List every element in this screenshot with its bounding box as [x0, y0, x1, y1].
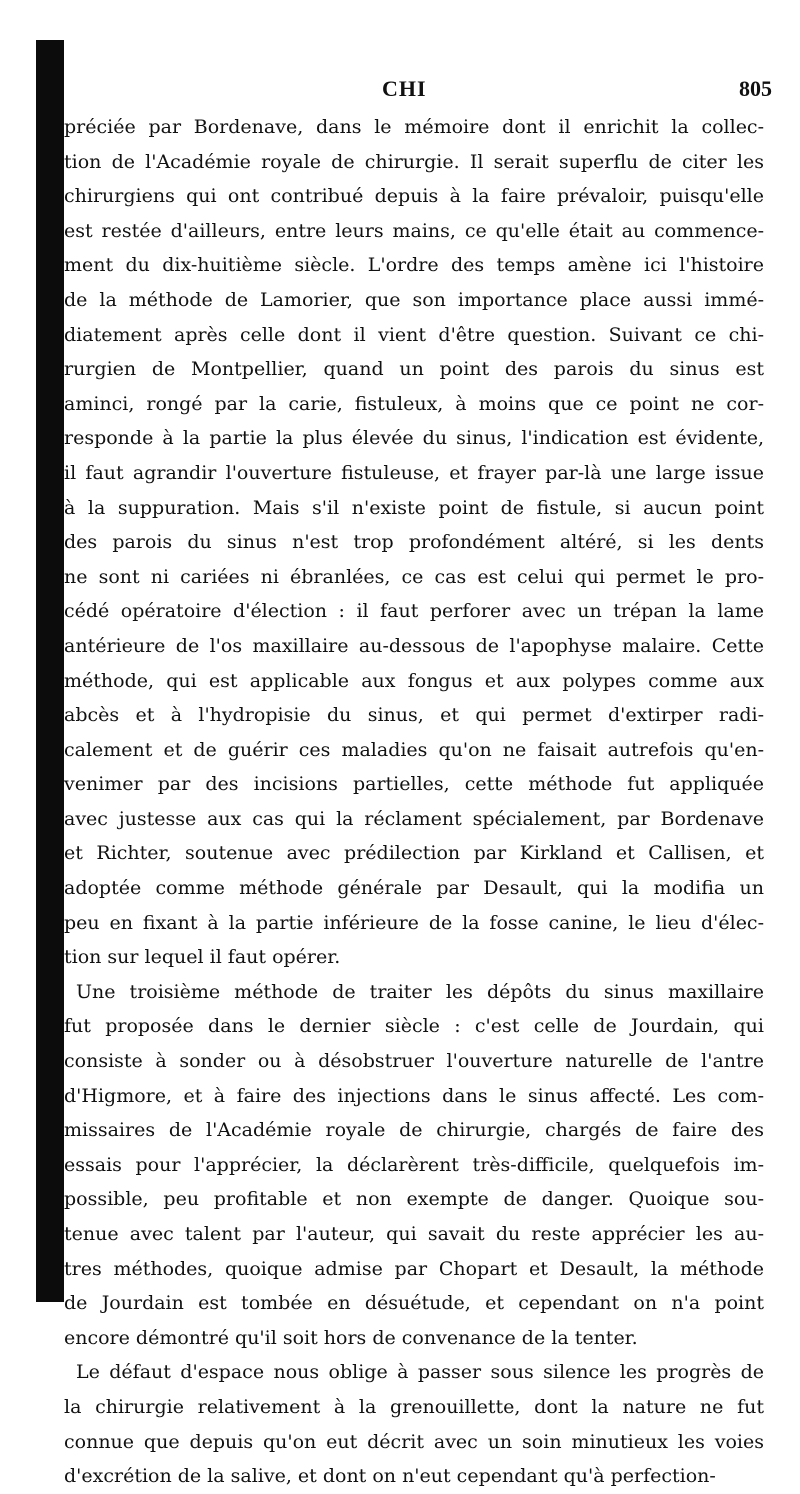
body-text — [64, 110, 764, 1494]
book-page — [64, 70, 772, 1494]
page-number: 805 — [739, 76, 772, 101]
text-line: est restée d'ailleurs, entre leurs mains, ce qu'elle était au commence- — [64, 219, 764, 242]
text-line: à la suppuration. Mais s'il n'existe point de fistule, si aucun point — [64, 496, 764, 519]
text-line: responde à la partie la plus élevée du sinus, l'indication est évidente, — [64, 427, 764, 450]
text-line: antérieure de l'os maxillaire au-dessous de l'apophyse malaire. Cette — [64, 634, 764, 657]
text-line: tenue avec talent par l'auteur, qui savait du reste apprécier les au- — [64, 1223, 764, 1245]
text-line: possible, peu profitable et non exempte de danger. Quoique sou- — [64, 1188, 764, 1211]
text-line: préciée par Bordenave, dans le mémoire dont il enrichit la collec- — [64, 116, 764, 138]
text-line: chirurgiens qui ont contribué depuis à la faire prévaloir, puisqu'elle — [64, 185, 764, 208]
text-line: tion sur lequel il faut opérer. — [64, 946, 341, 969]
text-line: avec justesse aux cas qui la réclament spécialement, par Bordenave — [64, 807, 764, 830]
text-line: la chirurgie relativement à la grenouillette, dont la nature ne fut — [64, 1395, 764, 1418]
text-line: abcès et à l'hydropisie du sinus, et qui permet d'extirper radi- — [64, 704, 764, 727]
text-line: calement et de guérir ces maladies qu'on ne faisait autrefois qu'en- — [64, 738, 764, 761]
running-head: CHI — [382, 76, 427, 101]
text-line: tion de l'Académie royale de chirurgie. Il serait superflu de citer les — [64, 150, 764, 173]
text-line: consiste à sonder ou à désobstruer l'ouverture naturelle de l'antre — [64, 1050, 764, 1073]
text-line: peu en fixant à la partie inférieure de la fosse canine, le lieu d'élec- — [64, 911, 764, 934]
text-line: diatement après celle dont il vient d'être question. Suivant ce chi- — [64, 323, 764, 346]
text-line: il faut agrandir l'ouverture fistuleuse, et frayer par-là une large issue — [64, 461, 764, 484]
text-line: ment du dix-huitième siècle. L'ordre des temps amène ici l'histoire — [64, 254, 764, 277]
text-line: de la méthode de Lamorier, que son importance place aussi immé- — [64, 288, 764, 311]
text-line: Une troisième méthode de traiter les dépôts du sinus maxillaire — [76, 980, 764, 1003]
text-line: venimer par des incisions partielles, cette méthode fut appliquée — [64, 773, 764, 796]
text-line: fut proposée dans le dernier siècle : c'est celle de Jourdain, qui — [64, 1015, 764, 1038]
text-line: méthode, qui est applicable aux fongus et aux polypes comme aux — [64, 669, 764, 692]
text-line: de Jourdain est tombée en désuétude, et cependant on n'a point — [64, 1292, 764, 1315]
text-line: cédé opératoire d'élection : il faut perforer avec un trépan la lame — [64, 600, 764, 623]
text-line: encore démontré qu'il soit hors de convenance de la tenter. — [64, 1326, 638, 1349]
text-line: aminci, rongé par la carie, fistuleux, à moins que ce point ne cor- — [64, 392, 764, 415]
text-line: essais pour l'apprécier, la déclarèrent très-difficile, quelquefois im- — [64, 1153, 764, 1176]
text-line: missaires de l'Académie royale de chirurgie, chargés de faire des — [64, 1119, 764, 1142]
text-line: des parois du sinus n'est trop profondément altéré, si les dents — [64, 531, 764, 554]
text-line: ne sont ni cariées ni ébranlées, ce cas est celui qui permet le pro- — [64, 565, 764, 588]
text-line: Le défaut d'espace nous oblige à passer sous silence les progrès de — [76, 1361, 764, 1384]
text-line: adoptée comme méthode générale par Desault, qui la modifia un — [64, 877, 764, 900]
book-binding-shadow — [36, 40, 64, 1302]
text-line: rurgien de Montpellier, quand un point des parois du sinus est — [64, 358, 764, 381]
text-line: et Richter, soutenue avec prédilection par Kirkland et Callisen, et — [64, 842, 764, 865]
text-line: d'Higmore, et à faire des injections dans le sinus affecté. Les com- — [64, 1084, 764, 1107]
text-line: connue que depuis qu'on eut décrit avec un soin minutieux les voies — [64, 1430, 764, 1453]
text-line: tres méthodes, quoique admise par Chopart et Desault, la méthode — [64, 1257, 764, 1280]
page-header — [64, 70, 772, 110]
text-line: d'excrétion de la salive, et dont on n'eut cependant qu'à perfection- — [64, 1465, 716, 1488]
